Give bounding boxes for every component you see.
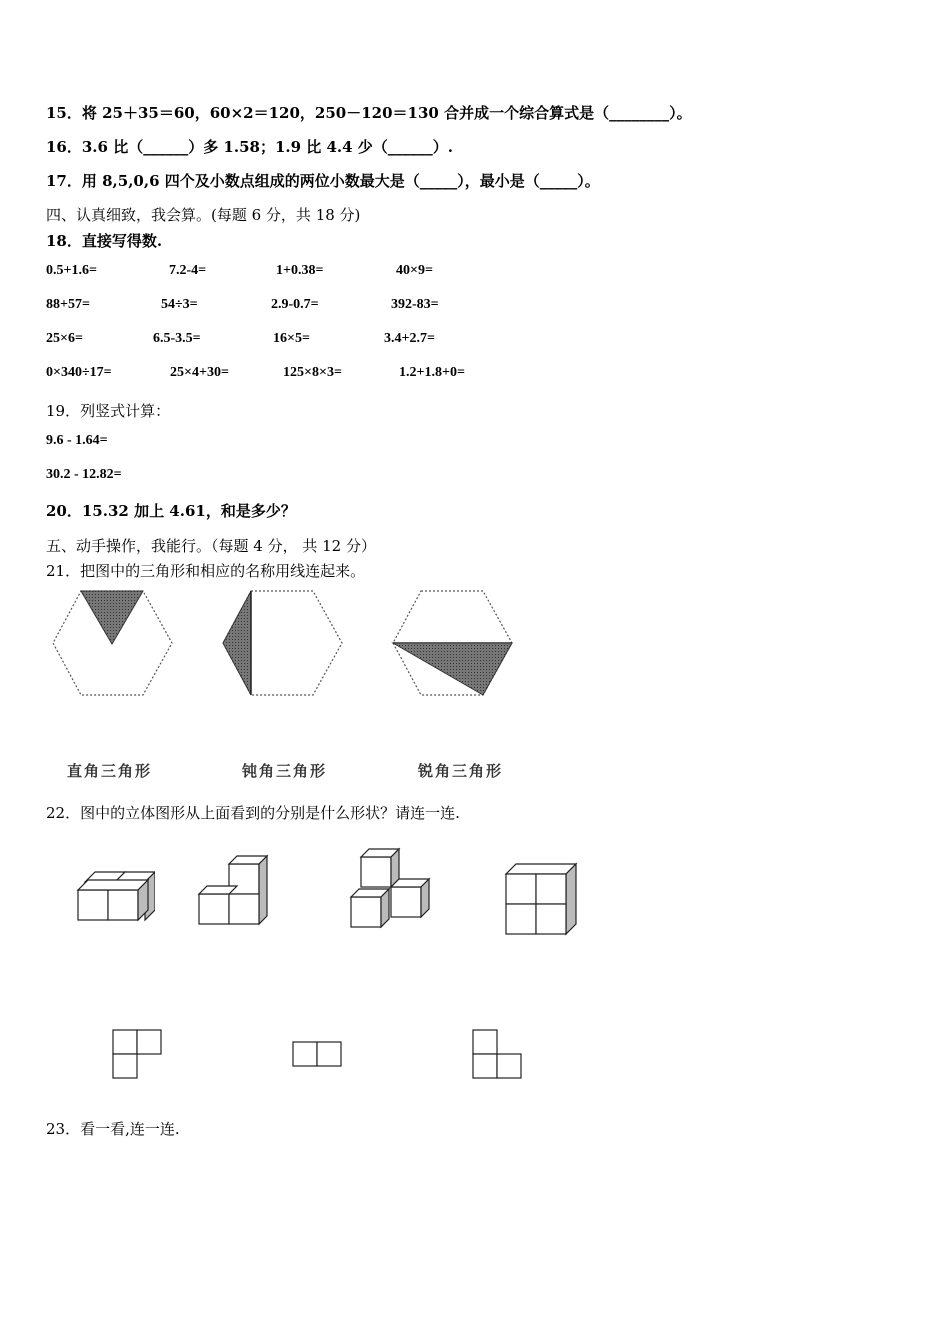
label-obtuse-triangle: 钝角三角形 [242, 762, 328, 780]
calc-item: 6.5-3.5= [153, 331, 201, 346]
calc-item: 25×6= [46, 331, 83, 346]
calc-item: 25×4+30= [170, 365, 229, 380]
question-18: 18．直接写得数. [46, 232, 163, 250]
hexagon-figure-2 [220, 588, 345, 698]
label-acute-triangle: 锐角三角形 [418, 762, 504, 780]
calc-item: 0.5+1.6= [46, 263, 97, 278]
cube-figure-2 [195, 850, 275, 930]
question-19: 19．列竖式计算： [46, 402, 171, 420]
calc-item: 1+0.38= [276, 263, 324, 278]
calc-item: 125×8×3= [283, 365, 342, 380]
top-view-1 [110, 1027, 166, 1083]
calc-item: 0×340÷17= [46, 365, 112, 380]
question-22: 22．图中的立体图形从上面看到的分别是什么形状？请连一连. [46, 804, 460, 822]
hexagon-figure-3 [390, 588, 515, 698]
calc-item: 88+57= [46, 297, 90, 312]
calc-item: 7.2-4= [169, 263, 207, 278]
question-16: 16．3.6 比（______）多 1.58；1.9 比 4.4 少（______）. [46, 138, 454, 156]
cube-figure-1 [70, 862, 155, 927]
question-21: 21．把图中的三角形和相应的名称用线连起来。 [46, 562, 366, 580]
calc-item: 2.9-0.7= [271, 297, 319, 312]
top-view-3 [470, 1027, 526, 1083]
label-right-triangle: 直角三角形 [67, 762, 153, 780]
top-view-2 [290, 1039, 346, 1071]
question-15: 15．将 25＋35＝60，60×2＝120，250－120＝130 合并成一个综合算式是（________）。 [46, 104, 692, 122]
section-4-heading: 四、认真细致，我会算。(每题 6 分，共 18 分) [46, 206, 361, 224]
vertical-calc-b: 30.2 - 12.82= [46, 467, 122, 482]
calc-item: 54÷3= [161, 297, 198, 312]
cube-figure-4 [500, 858, 585, 938]
calc-item: 1.2+1.8+0= [399, 365, 465, 380]
question-23: 23．看一看,连一连. [46, 1120, 180, 1138]
hexagon-figure-1 [50, 588, 175, 698]
question-20: 20．15.32 加上 4.61，和是多少？ [46, 502, 296, 520]
calc-item: 40×9= [396, 263, 433, 278]
cube-figure-3 [345, 845, 435, 933]
calc-item: 392-83= [391, 297, 439, 312]
calc-item: 3.4+2.7= [384, 331, 435, 346]
question-17: 17．用 8,5,0,6 四个及小数点组成的两位小数最大是（_____），最小是（_____）。 [46, 172, 600, 190]
section-5-heading: 五、动手操作，我能行。（每题 4 分， 共 12 分） [46, 537, 376, 555]
vertical-calc-a: 9.6 - 1.64= [46, 433, 108, 448]
calc-item: 16×5= [273, 331, 310, 346]
